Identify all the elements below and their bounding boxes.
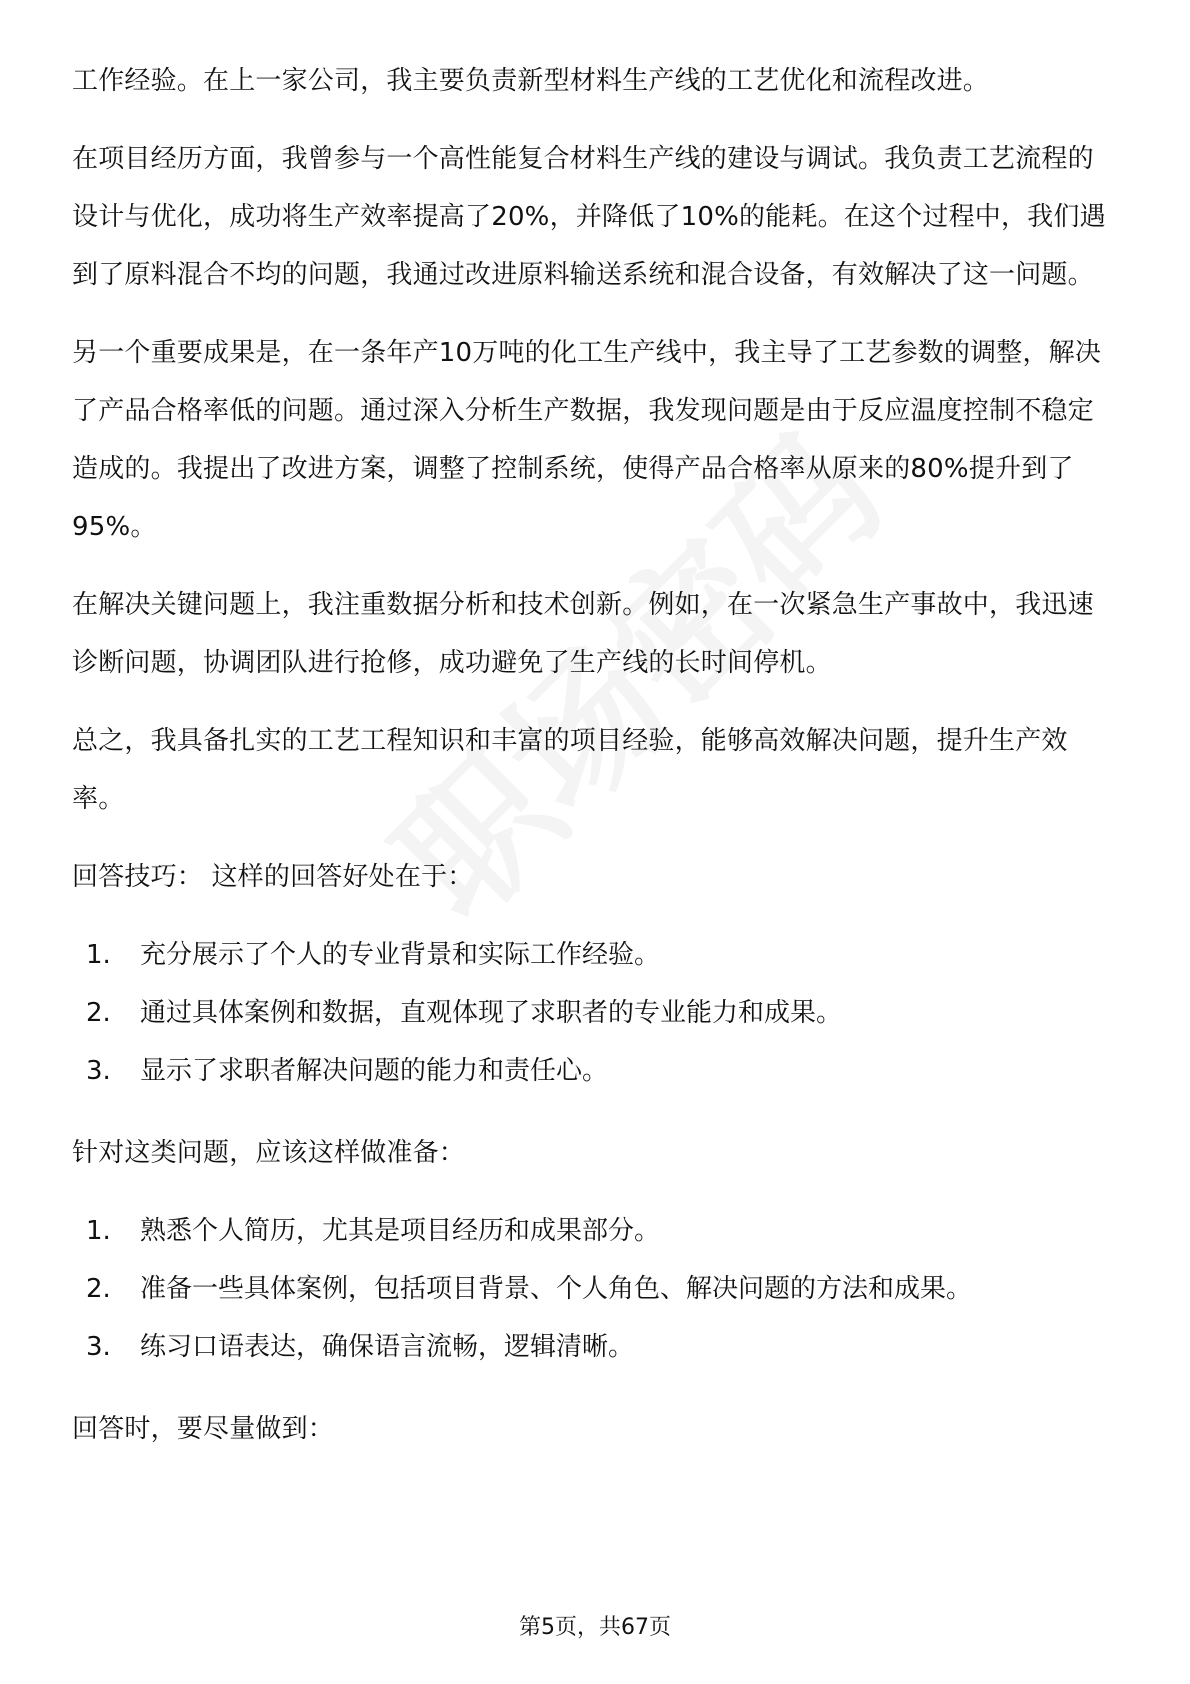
- paragraph-intro: 工作经验。在上一家公司，我主要负责新型材料生产线的工艺优化和流程改进。: [72, 66, 990, 96]
- page-content: [72, 52, 1112, 1478]
- list-text: 通过具体案例和数据，直观体现了求职者的专业能力和成果。: [140, 998, 843, 1028]
- list-item: [86, 926, 1112, 984]
- prep-heading: 针对这类问题，应该这样做准备：: [72, 1138, 466, 1168]
- list-number: 3.: [86, 1056, 111, 1086]
- list-item: [86, 1202, 1112, 1260]
- paragraph-project-experience: 在项目经历方面，我曾参与一个高性能复合材料生产线的建设与调试。我负责工艺流程的设计与优化，成功将生产效率提高了20%，并降低了10%的能耗。在这个过程中，我们遇到了原料混合不均的问题，我通过改进原料输送系统和混合设备，有效解决了这一问题。: [72, 144, 1106, 290]
- prep-list: [72, 1202, 1112, 1376]
- list-number: 1.: [86, 940, 111, 970]
- list-text: 充分展示了个人的专业背景和实际工作经验。: [140, 940, 661, 970]
- list-text: 准备一些具体案例，包括项目背景、个人角色、解决问题的方法和成果。: [140, 1274, 973, 1304]
- paragraph-summary: 总之，我具备扎实的工艺工程知识和丰富的项目经验，能够高效解决问题，提升生产效率。: [72, 726, 1068, 814]
- paragraph-achievement: 另一个重要成果是，在一条年产10万吨的化工生产线中，我主导了工艺参数的调整，解决了产品合格率低的问题。通过深入分析生产数据，我发现问题是由于反应温度控制不稳定造成的。我提出了改进方案，调整了控制系统，使得产品合格率从原来的80%提升到了95%。: [72, 338, 1102, 542]
- list-number: 2.: [86, 1274, 111, 1304]
- list-number: 3.: [86, 1332, 111, 1362]
- page-footer: 第5页，共67页: [519, 1615, 671, 1640]
- list-text: 熟悉个人简历，尤其是项目经历和成果部分。: [140, 1216, 661, 1246]
- list-item: [86, 1042, 1112, 1100]
- list-text: 显示了求职者解决问题的能力和责任心。: [140, 1056, 609, 1086]
- list-item: [86, 1318, 1112, 1376]
- list-item: [86, 1260, 1112, 1318]
- answer-heading: 回答时，要尽量做到：: [72, 1414, 335, 1444]
- paragraph-problem-solving: 在解决关键问题上，我注重数据分析和技术创新。例如，在一次紧急生产事故中，我迅速诊断问题，协调团队进行抢修，成功避免了生产线的长时间停机。: [72, 590, 1094, 678]
- tips-list: [72, 926, 1112, 1100]
- list-number: 2.: [86, 998, 111, 1028]
- list-item: [86, 984, 1112, 1042]
- tips-heading: 回答技巧： 这样的回答好处在于：: [72, 862, 474, 892]
- list-number: 1.: [86, 1216, 111, 1246]
- list-text: 练习口语表达，确保语言流畅，逻辑清晰。: [140, 1332, 635, 1362]
